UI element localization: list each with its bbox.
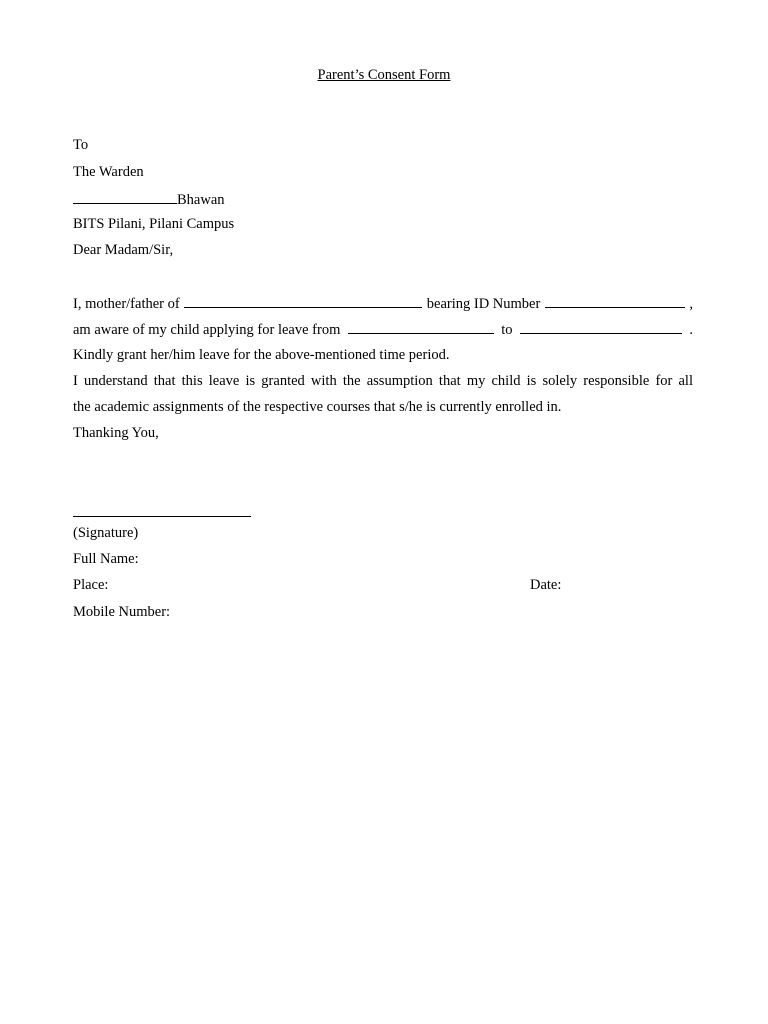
child-name-blank <box>184 293 422 308</box>
leave-from-blank <box>348 319 494 334</box>
form-title: Parent’s Consent Form <box>317 67 451 83</box>
body-line-2 <box>73 319 693 339</box>
leave-to-label: to <box>501 322 513 338</box>
line1-comma: , <box>689 296 693 312</box>
body-line-3: Kindly grant her/him leave for the above-mentioned time period. <box>73 347 450 363</box>
warden-line: The Warden <box>73 164 144 180</box>
bhawan-blank <box>73 189 177 204</box>
mobile-number-label: Mobile Number: <box>73 604 171 620</box>
body-line-1 <box>73 293 693 313</box>
id-number-label: bearing ID Number <box>426 296 541 312</box>
line2-period: . <box>689 322 693 338</box>
id-number-blank <box>545 293 685 308</box>
date-label: Date: <box>530 577 562 593</box>
leave-from-label: am aware of my child applying for leave from <box>73 322 341 338</box>
salutation-line: Dear Madam/Sir, <box>73 242 174 258</box>
closing-line: Thanking You, <box>73 425 159 441</box>
body-line-5: the academic assignments of the respective courses that s/he is currently enrolled in. <box>73 399 562 415</box>
to-line: To <box>73 137 89 153</box>
full-name-label: Full Name: <box>73 551 139 567</box>
signature-label: (Signature) <box>73 525 139 541</box>
place-label: Place: <box>73 577 109 593</box>
leave-to-blank <box>520 319 682 334</box>
bhawan-line <box>73 189 225 209</box>
parent-of-label: I, mother/father of <box>73 296 180 312</box>
bhawan-label: Bhawan <box>177 192 225 208</box>
signature-line <box>73 516 251 517</box>
campus-line: BITS Pilani, Pilani Campus <box>73 216 235 232</box>
body-line-4: I understand that this leave is granted with the assumption that my child is solely responsible for all <box>73 373 693 389</box>
